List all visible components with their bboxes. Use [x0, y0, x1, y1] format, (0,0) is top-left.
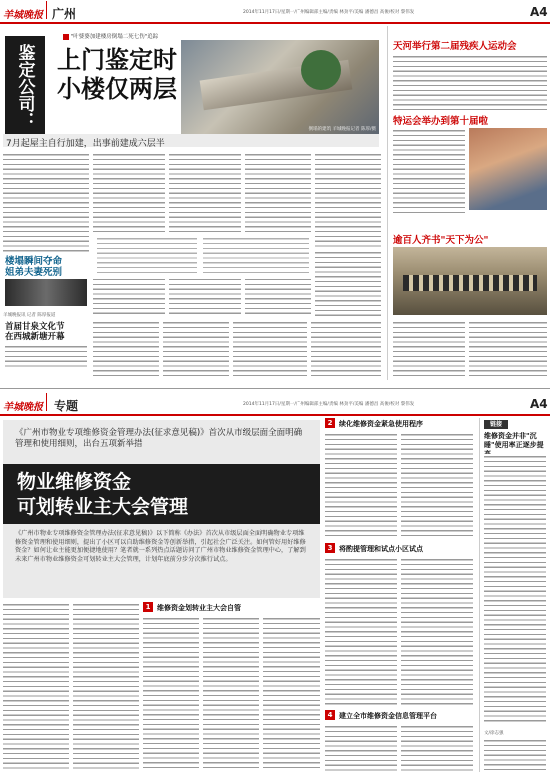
- lead-vertical-label: 鉴定公司：: [5, 36, 45, 136]
- q1-title: 维修资金划转业主大会自管: [157, 604, 241, 612]
- masthead-logo: 羊城晚报: [3, 10, 43, 21]
- bottom-dateline: 2014年11月17日/星期一/广州编辑部主编/责编 林劲平/美编 潘德昌 高俊/校对 黎伟发: [243, 402, 415, 407]
- q2-body-a: [325, 432, 397, 538]
- page-number: A4: [530, 5, 548, 19]
- brief-title-1: 首届甘泉文化节: [5, 322, 65, 332]
- q1-heading: [143, 602, 320, 614]
- feature-deck: 《广州市物业专项维修资金管理办法(征求意见稿)》首次从市级层面全面明确管理和使用细则，出台五项新举措: [15, 428, 303, 449]
- q4-number-badge: 4: [325, 710, 335, 720]
- bottom-col-a: [93, 320, 159, 380]
- feature-body-col-1: [3, 602, 69, 772]
- right-story3-body-b: [469, 320, 547, 378]
- right-story1-title: 天河举行第二届残疾人运动会: [393, 41, 517, 52]
- q1-body-c: [263, 616, 320, 772]
- lead-body-col-5: [315, 152, 381, 247]
- bottom-header-divider: [46, 393, 47, 411]
- lead-photo-collapsed-building: [181, 40, 379, 134]
- feature-intro: 《广州市物业专项维修资金管理办法(征求意见稿)》以下简称《办法》首次从市级层面全面明确物业专项维修资金管理和使用细则，提出了小区可以自助维修资金等创新举措，引起社会广泛关注。如何管好用好维修资金？如何让业主能更加便捷地使用？笔者就一系列热点话题访问了广州市物业维修资金管理中心，了解到未来广州市物业维修资金可划转业主大会管理，计划年底前分步分次推行试点。: [15, 530, 306, 563]
- q3-title: 将酌提管理和试点小区试点: [339, 545, 423, 553]
- lead-headline-1: 上门鉴定时: [57, 46, 177, 74]
- q3-body-a: [325, 557, 397, 705]
- kicker-square-icon: [63, 34, 69, 40]
- bottom-col-d: [311, 320, 381, 380]
- q4-heading: [325, 710, 475, 722]
- feature-headline-1: 物业维修资金: [17, 471, 132, 493]
- right-col-divider: [387, 26, 388, 380]
- right-story2-body: [393, 128, 465, 214]
- right-story3-body-a: [393, 320, 465, 378]
- right-story2-title: 特运会举办到第十届啦: [393, 116, 489, 127]
- q1-body-b: [203, 616, 259, 772]
- brief-body: [5, 344, 87, 370]
- page-fold: [0, 388, 550, 389]
- right-story3-photo: [393, 247, 547, 315]
- lead-photo-caption: 倒塌的建筑 羊城晚报记者 陈厚/摄: [308, 127, 376, 132]
- lead-story-banner: [3, 28, 383, 148]
- quote-box: [93, 232, 313, 278]
- side-story-caption: 羊城晚报讯 记者 陈厚报道: [3, 313, 56, 318]
- dateline: 2014年11月17日/星期一/广州编辑部主编/责编 林劲平/美编 潘德昌 高俊/校对 黎伟发: [243, 10, 415, 15]
- side-story-title-1: 楼塌瞬间夺命: [5, 256, 63, 267]
- side-story-title-2: 姐弟夫妻死别: [5, 267, 63, 278]
- lead-subhead-bar: [3, 134, 379, 147]
- q3-heading: [325, 543, 475, 555]
- sidebar-label: 链接: [484, 420, 508, 429]
- photo-tree: [301, 50, 341, 90]
- sidebar-link-box: [479, 418, 548, 772]
- bottom-page-number: A4: [530, 397, 548, 411]
- lead-kicker: [63, 32, 158, 40]
- feature-headline-2: 可划转业主大会管理: [17, 496, 189, 518]
- sidebar-body-end: [484, 738, 546, 770]
- q2-body-b: [401, 432, 473, 538]
- sidebar-title: 维修资金并非"沉睡"使用率正逐步提: [484, 432, 544, 449]
- bottom-page-header: [0, 392, 550, 416]
- q3-number-badge: 3: [325, 543, 335, 553]
- feature-headline-bar: [3, 464, 320, 524]
- lead-body-col-6: [315, 250, 381, 317]
- feature-body-col-2: [73, 602, 139, 772]
- bottom-masthead-logo: 羊城晚报: [3, 402, 43, 413]
- q4-body-a: [325, 724, 397, 772]
- right-story1-body: [393, 54, 547, 110]
- sidebar-body: [484, 454, 546, 724]
- top-page-header: [0, 0, 550, 24]
- q4-title: 建立全市维修资金信息管理平台: [339, 712, 437, 720]
- q4-body-b: [401, 724, 473, 772]
- sidebar-author: 文/徐志强: [484, 731, 504, 736]
- q2-title: 续化维修资金紧急使用程序: [339, 420, 423, 428]
- lead-kicker-text: "叶婆婆加建楼房倒塌二死七伤"追踪: [70, 34, 159, 40]
- section-title: 广州: [52, 7, 77, 21]
- brief-title-2: 在西城新塘开幕: [5, 332, 65, 342]
- lead-body-col-1: [3, 152, 89, 254]
- bottom-col-b: [163, 320, 229, 380]
- header-divider: [46, 1, 47, 19]
- q1-number-badge: 1: [143, 602, 153, 612]
- right-story2-photo: [469, 128, 547, 210]
- right-story3-title: 逾百人齐书"天下为公": [393, 235, 489, 246]
- lead-headline-2: 小楼仅两层: [57, 75, 177, 103]
- bottom-col-c: [233, 320, 307, 380]
- q1-body-a: [143, 616, 199, 772]
- q2-heading: [325, 418, 475, 430]
- brief-box: [3, 322, 89, 372]
- quote-text-b: [203, 236, 309, 276]
- feature-block: [3, 420, 320, 598]
- q2-number-badge: 2: [325, 418, 335, 428]
- q3-body-b: [401, 557, 473, 705]
- photo-crowd: [403, 275, 537, 291]
- lead-subhead: 7月起屋主自行加建，出事前建成六层半: [6, 139, 165, 149]
- side-story-photo: [5, 279, 87, 306]
- bottom-section-title: 专题: [54, 399, 79, 413]
- side-story-box: [3, 256, 89, 310]
- quote-text-a: [97, 236, 197, 276]
